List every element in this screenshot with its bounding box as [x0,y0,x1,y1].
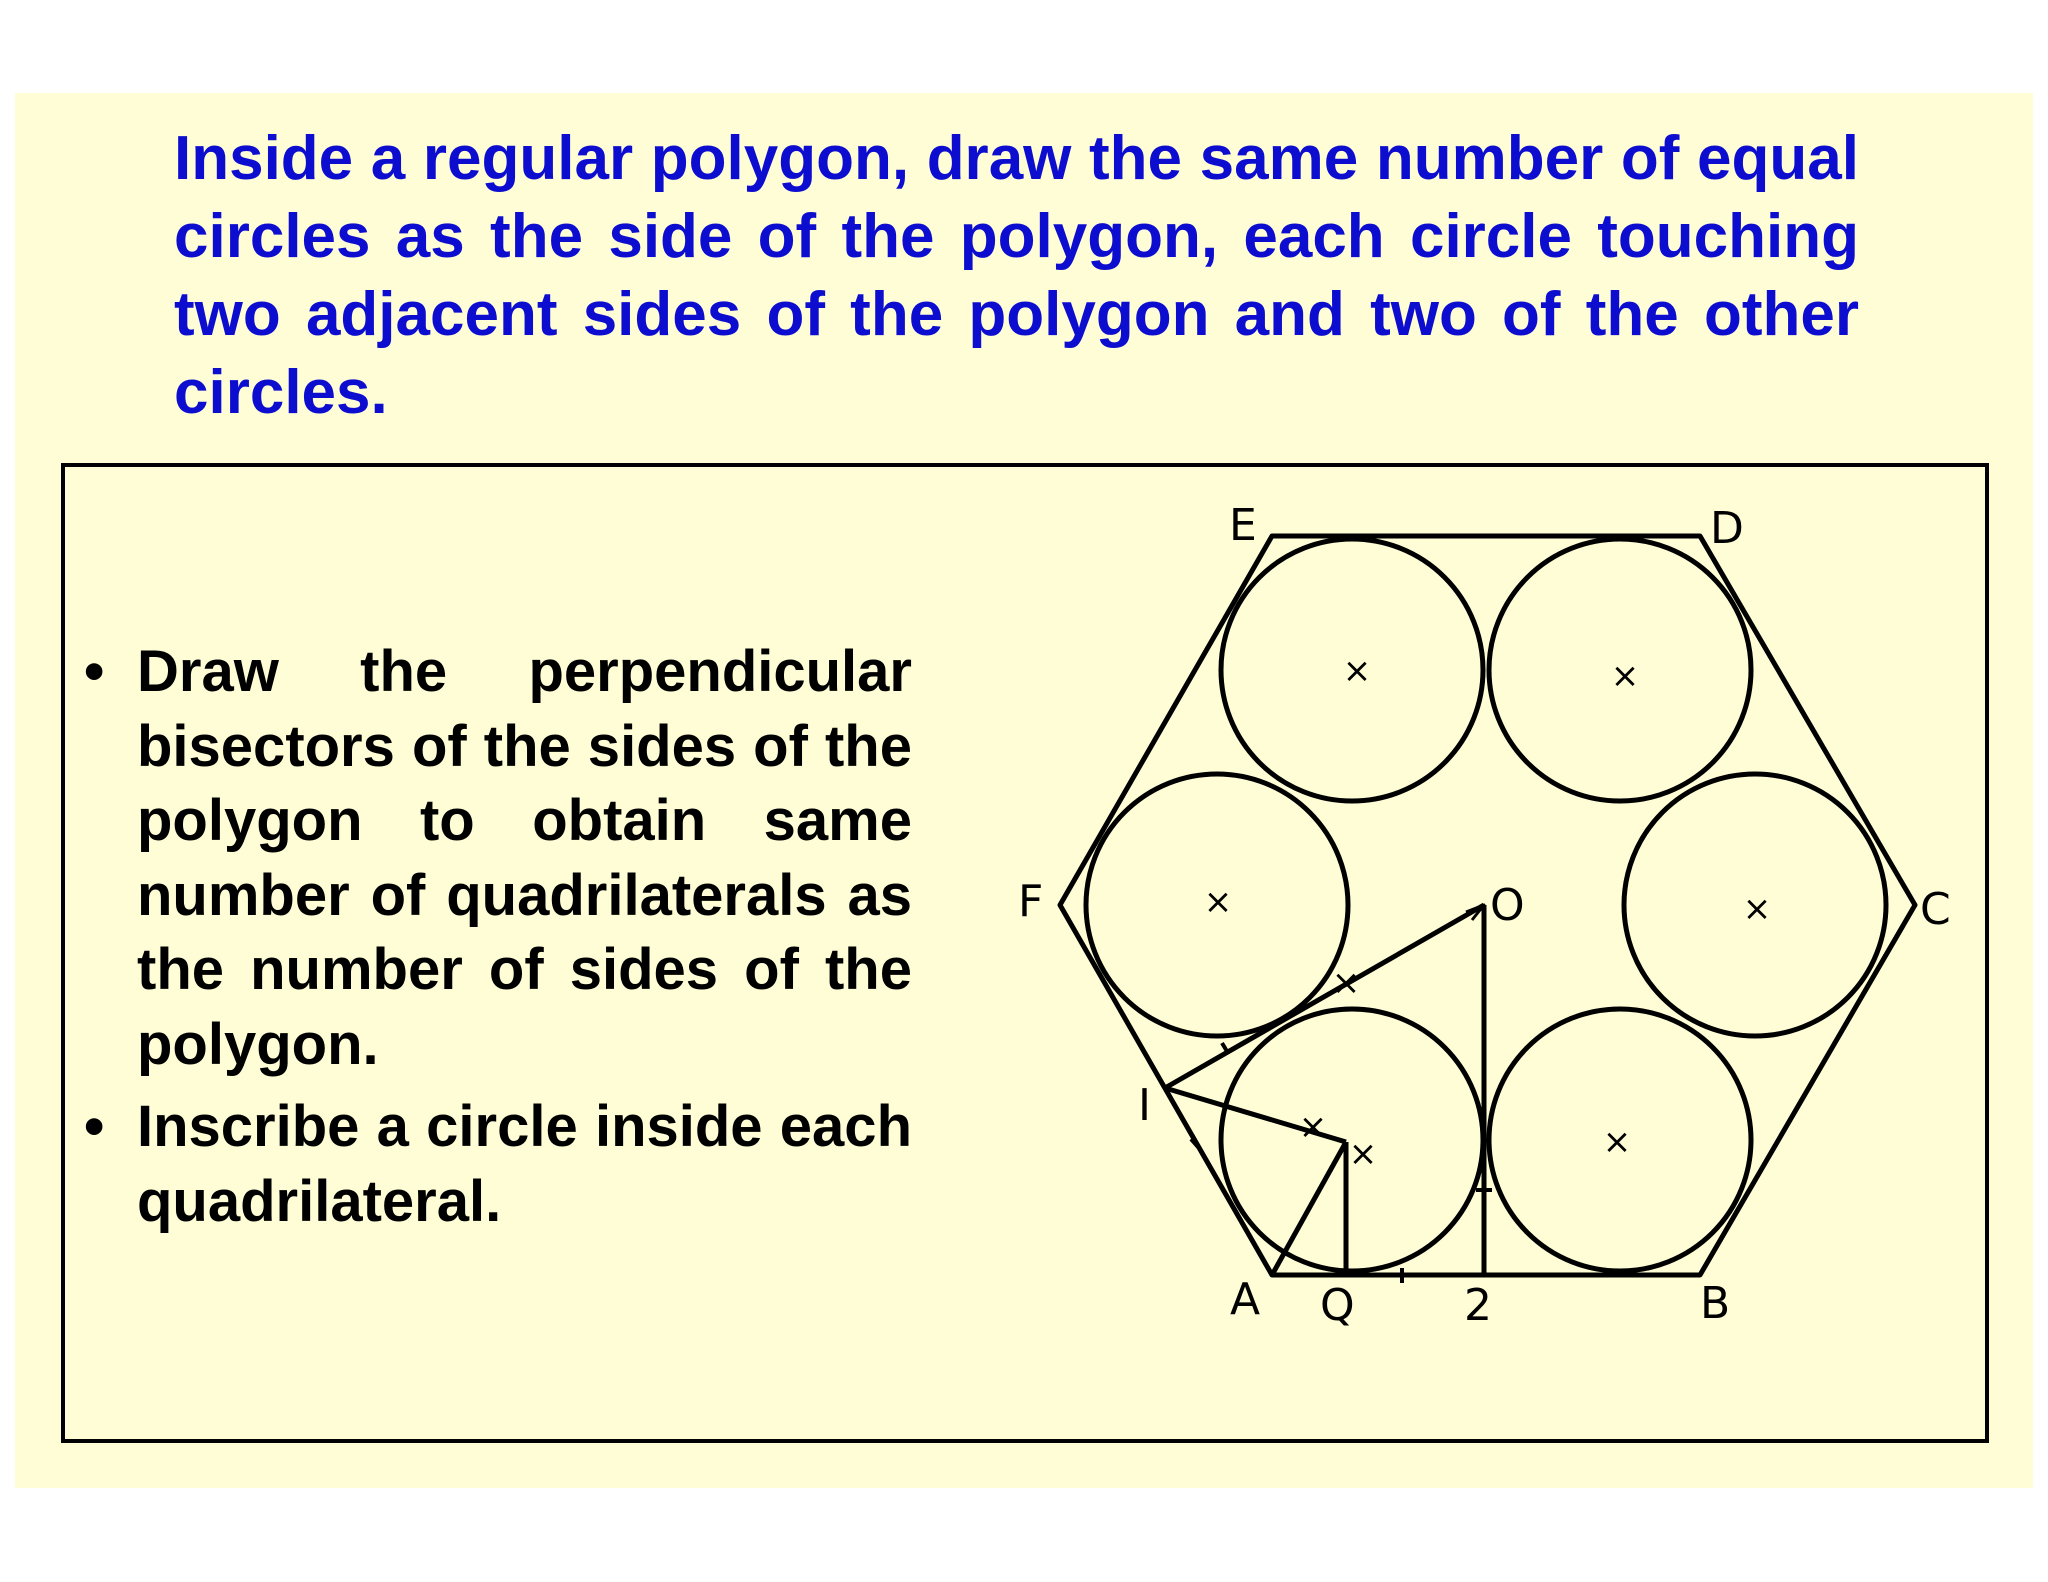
center-mark-icon: × [1203,882,1233,922]
bullet-icon: • [84,1094,105,1159]
center-mark-icon: × [1610,656,1640,696]
vertex-label-C: C [1920,884,1951,935]
point-label-Q: Q [1320,1280,1355,1331]
line-I-O [1165,905,1484,1088]
line-A-center [1272,1142,1346,1275]
vertex-label-A: A [1230,1274,1261,1325]
regular-hexagon [1060,536,1915,1275]
bullet-icon: • [84,639,105,704]
step-text: Draw the perpendicular bisectors of the sides of the polygon to obtain same number of quadrilaterals as the number of sides of the polygon. [137,639,912,1077]
vertex-label-F: F [1018,876,1044,927]
problem-statement: Inside a regular polygon, draw the same number of equal circles as the side of the polygon, each circle touching two adjacent sides of the polygon and two of the other circles. [174,124,1859,427]
center-mark-icon: × [1742,889,1772,929]
center-mark-icon: × [1331,963,1361,1003]
step-text: Inscribe a circle inside each quadrilateral. [137,1094,912,1234]
center-mark-icon: × [1342,651,1372,691]
center-mark-icon: × [1298,1107,1328,1147]
vertex-label-B: B [1700,1278,1731,1329]
center-mark-icon: × [1348,1134,1378,1174]
center-mark-icon: × [1602,1122,1632,1162]
center-marks [1204,651,1772,1174]
vertex-label-D: D [1710,503,1744,554]
vertex-label-E: E [1229,500,1257,551]
point-label-2: 2 [1464,1280,1492,1331]
point-label-I: I [1138,1080,1151,1131]
point-label-O: O [1490,880,1525,931]
